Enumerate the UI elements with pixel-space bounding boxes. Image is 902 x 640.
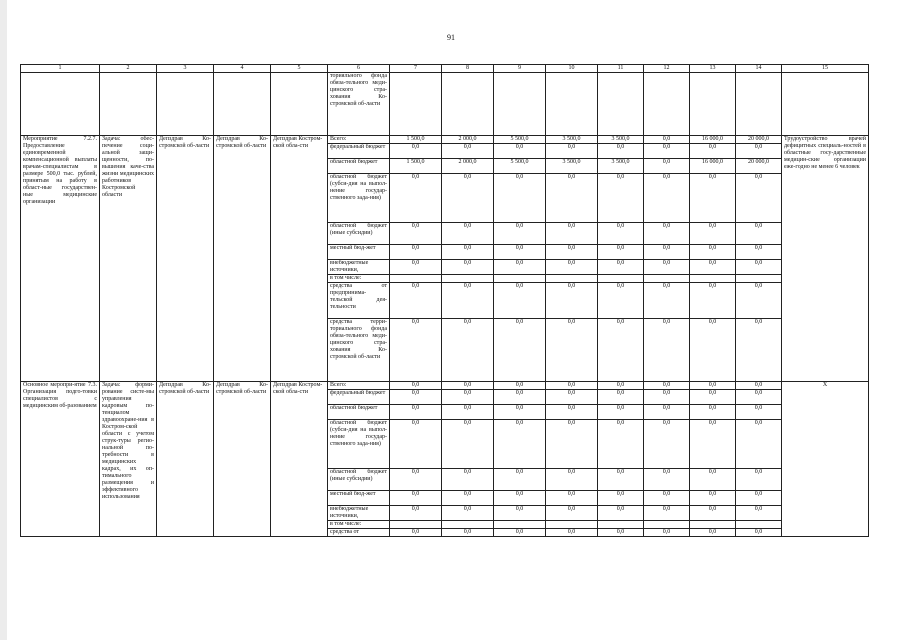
scan-edge [0,0,7,640]
header-col: 6 [328,65,390,73]
value-cell: 0,0 [442,260,494,275]
value-cell: 0,0 [644,159,690,174]
value-cell: 0,0 [598,390,644,405]
header-row [21,65,869,73]
value-cell: 0,0 [546,260,598,275]
value-cell: 0,0 [598,260,644,275]
source-cell: областной бюджет (субси-дия на выпол-нение государ-ственного зада-ния) [328,420,390,469]
value-cell: 0,0 [494,529,546,537]
table-row [21,136,869,144]
value-cell: 0,0 [736,491,782,506]
value-cell: 0,0 [390,174,442,223]
value-cell: 0,0 [442,469,494,491]
value-cell: 0,0 [690,319,736,382]
value-cell: 0,0 [598,405,644,420]
source-cell: внебюджетные источники, [328,260,390,275]
header-col: 12 [644,65,690,73]
page-number: 91 [447,33,455,42]
task-cell: Задача: обес-печение соци-альной защи-щенности, по-вышения каче-ства жизни медицинских работников Костромской области [100,136,157,382]
value-cell: 0,0 [736,144,782,159]
value-cell: 3 500,0 [598,159,644,174]
value-cell: 1 500,0 [390,136,442,144]
value-cell [390,275,442,283]
value-cell: 0,0 [546,144,598,159]
value-cell: 0,0 [390,491,442,506]
value-cell: 0,0 [442,319,494,382]
coexecutor-cell: Депздрав Ко-стромской об-ласти [214,136,271,382]
value-cell: 0,0 [644,245,690,260]
value-cell: 0,0 [690,382,736,390]
value-cell: 0,0 [546,174,598,223]
value-cell: 0,0 [442,174,494,223]
source-cell: торияльного фонда обяза-тельного меди-цинского стра-хования Ко-стромской об-ласти [328,73,390,136]
value-cell: 0,0 [690,529,736,537]
source-cell: в том числе: [328,521,390,529]
value-cell: 0,0 [598,529,644,537]
value-cell [598,275,644,283]
value-cell: 0,0 [736,382,782,390]
value-cell: 1 500,0 [390,159,442,174]
value-cell: 0,0 [598,223,644,245]
value-cell [546,521,598,529]
value-cell: 0,0 [644,506,690,521]
value-cell: 0,0 [644,174,690,223]
value-cell: 0,0 [598,144,644,159]
value-cell [598,521,644,529]
value-cell [494,275,546,283]
value-cell: 0,0 [546,382,598,390]
value-cell: 0,0 [736,469,782,491]
source-cell: средства от предпринима-тельской дея-тельности [328,283,390,319]
source-cell: местный бюд-жет [328,245,390,260]
value-cell: 0,0 [494,469,546,491]
value-cell: 0,0 [494,174,546,223]
source-cell: средства терри-ториального фонда обяза-тельного меди-цинского стра-хования Ко-стромской об-ласти [328,319,390,382]
coexecutor-cell: Депздрав Ко-стромской об-ласти [214,382,271,537]
value-cell: 0,0 [390,245,442,260]
value-cell: 0,0 [390,506,442,521]
value-cell: 5 500,0 [494,136,546,144]
value-cell: 0,0 [442,529,494,537]
value-cell [736,275,782,283]
participant-cell: Депздрав Костром-ской обла-сти [271,136,328,382]
header-col: 7 [390,65,442,73]
value-cell: 0,0 [690,223,736,245]
value-cell: 0,0 [442,144,494,159]
value-cell: 0,0 [690,469,736,491]
value-cell: 0,0 [546,405,598,420]
value-cell: 0,0 [390,382,442,390]
value-cell: 0,0 [546,420,598,469]
value-cell: 0,0 [690,420,736,469]
event-cell: Основное меропри-ятие 7.3. Организация подго-товки специалистов с медицинским об-разованием [21,382,100,537]
header-col: 2 [100,65,157,73]
value-cell: 0,0 [390,260,442,275]
value-cell: 0,0 [442,382,494,390]
value-cell: 0,0 [494,506,546,521]
header-col: 13 [690,65,736,73]
value-cell: 0,0 [736,529,782,537]
value-cell: 0,0 [644,319,690,382]
source-cell: Всего: [328,382,390,390]
value-cell: 0,0 [442,420,494,469]
value-cell: 0,0 [736,390,782,405]
value-cell: 0,0 [546,223,598,245]
source-cell: областной бюджет (иные субсидии) [328,223,390,245]
value-cell: 0,0 [546,319,598,382]
value-cell: 0,0 [494,420,546,469]
value-cell: 0,0 [644,144,690,159]
result-cell: Трудоустройство врачей дефицитных специаль-ностей в областные госу-дарственные медицин-ские организации еже-годно не менее 6 человек [782,136,869,382]
value-cell: 0,0 [644,283,690,319]
value-cell: 0,0 [690,260,736,275]
continuation-row [21,73,869,136]
value-cell: 0,0 [690,144,736,159]
source-cell: федеральный бюджет [328,144,390,159]
value-cell: 0,0 [736,245,782,260]
value-cell: 0,0 [390,223,442,245]
value-cell: 0,0 [494,283,546,319]
table-row [21,382,869,390]
participant-cell: Депздрав Костром-ской обла-сти [271,382,328,537]
value-cell: 3 500,0 [546,159,598,174]
header-col: 15 [782,65,869,73]
value-cell: 0,0 [442,506,494,521]
source-cell: внебюджетные источники, [328,506,390,521]
value-cell [644,275,690,283]
value-cell: 0,0 [546,529,598,537]
value-cell: 0,0 [644,529,690,537]
header-col: 9 [494,65,546,73]
value-cell: 0,0 [644,390,690,405]
value-cell: 0,0 [690,491,736,506]
value-cell: 0,0 [736,405,782,420]
value-cell: 0,0 [390,319,442,382]
value-cell: 0,0 [736,174,782,223]
source-cell: средства от [328,529,390,537]
value-cell: 0,0 [390,405,442,420]
value-cell: 0,0 [494,319,546,382]
value-cell: 0,0 [442,491,494,506]
source-cell: в том числе: [328,275,390,283]
value-cell: 0,0 [736,283,782,319]
result-cell: Х [782,382,869,537]
value-cell: 0,0 [494,491,546,506]
value-cell: 3 500,0 [546,136,598,144]
budget-table [20,64,869,537]
value-cell: 0,0 [736,420,782,469]
value-cell: 0,0 [390,529,442,537]
value-cell: 0,0 [442,283,494,319]
value-cell: 0,0 [598,506,644,521]
value-cell: 0,0 [644,260,690,275]
header-col: 14 [736,65,782,73]
value-cell: 0,0 [736,319,782,382]
header-col: 3 [157,65,214,73]
value-cell: 20 000,0 [736,136,782,144]
value-cell [442,275,494,283]
value-cell: 2 000,0 [442,136,494,144]
source-cell: областной бюджет (иные субсидии) [328,469,390,491]
value-cell: 0,0 [690,405,736,420]
value-cell: 0,0 [690,390,736,405]
value-cell: 0,0 [598,420,644,469]
value-cell: 0,0 [598,319,644,382]
event-cell: Мероприятие 7.2.7. Предоставление единовременной компенсационной выплаты врачам-специалистам в размере 500,0 тыс. рублей, принятым на работу в област-ные государствен-ные медицинские организации [21,136,100,382]
value-cell [690,275,736,283]
value-cell: 0,0 [690,506,736,521]
header-col: 1 [21,65,100,73]
source-cell: областной бюджет [328,405,390,420]
value-cell: 3 500,0 [598,136,644,144]
value-cell: 0,0 [494,245,546,260]
value-cell: 0,0 [598,382,644,390]
source-cell: федеральный бюджет [328,390,390,405]
value-cell: 0,0 [442,223,494,245]
value-cell [546,275,598,283]
header-col: 10 [546,65,598,73]
value-cell: 0,0 [546,245,598,260]
value-cell [644,521,690,529]
header-col: 5 [271,65,328,73]
value-cell: 0,0 [494,144,546,159]
value-cell: 0,0 [644,420,690,469]
executor-cell: Депздрав Ко-стромской об-ласти [157,136,214,382]
value-cell: 0,0 [494,390,546,405]
value-cell: 0,0 [644,469,690,491]
value-cell: 0,0 [736,223,782,245]
value-cell: 5 500,0 [494,159,546,174]
value-cell: 16 000,0 [690,159,736,174]
value-cell: 0,0 [494,382,546,390]
value-cell: 0,0 [644,136,690,144]
value-cell: 0,0 [390,469,442,491]
value-cell: 0,0 [736,260,782,275]
source-cell: Всего: [328,136,390,144]
value-cell: 0,0 [598,283,644,319]
source-cell: местный бюд-жет [328,491,390,506]
task-cell: Задача: форми-рование систе-мы управления кадровым по-тенциалом здравоохране-ния в Костром-ской области с учетом струк-туры регио-нальной по-требности в медицинских кадрах, их оп-тимального размещения и эффективного использования [100,382,157,537]
value-cell: 0,0 [546,283,598,319]
value-cell: 0,0 [598,469,644,491]
value-cell: 0,0 [598,174,644,223]
value-cell: 20 000,0 [736,159,782,174]
value-cell: 0,0 [690,174,736,223]
value-cell: 0,0 [390,420,442,469]
value-cell: 0,0 [494,260,546,275]
value-cell: 0,0 [644,491,690,506]
value-cell: 0,0 [546,390,598,405]
header-col: 4 [214,65,271,73]
header-col: 8 [442,65,494,73]
value-cell: 2 000,0 [442,159,494,174]
source-cell: областной бюджет (субси-дия на выпол-нение государ-ственного зада-ния) [328,174,390,223]
value-cell: 16 000,0 [690,136,736,144]
source-cell: областной бюджет [328,159,390,174]
value-cell: 0,0 [442,405,494,420]
value-cell: 0,0 [690,245,736,260]
value-cell: 0,0 [494,223,546,245]
value-cell: 0,0 [644,223,690,245]
value-cell [494,521,546,529]
value-cell: 0,0 [390,144,442,159]
value-cell: 0,0 [546,491,598,506]
value-cell: 0,0 [494,405,546,420]
value-cell: 0,0 [644,405,690,420]
value-cell: 0,0 [644,382,690,390]
value-cell [736,521,782,529]
value-cell: 0,0 [546,506,598,521]
value-cell: 0,0 [598,491,644,506]
value-cell: 0,0 [736,506,782,521]
value-cell: 0,0 [546,469,598,491]
value-cell [390,521,442,529]
value-cell: 0,0 [390,390,442,405]
value-cell: 0,0 [442,245,494,260]
value-cell: 0,0 [390,283,442,319]
value-cell [690,521,736,529]
value-cell: 0,0 [442,390,494,405]
executor-cell: Депздрав Ко-стромской об-ласти [157,382,214,537]
value-cell: 0,0 [598,245,644,260]
value-cell [442,521,494,529]
value-cell: 0,0 [690,283,736,319]
header-col: 11 [598,65,644,73]
